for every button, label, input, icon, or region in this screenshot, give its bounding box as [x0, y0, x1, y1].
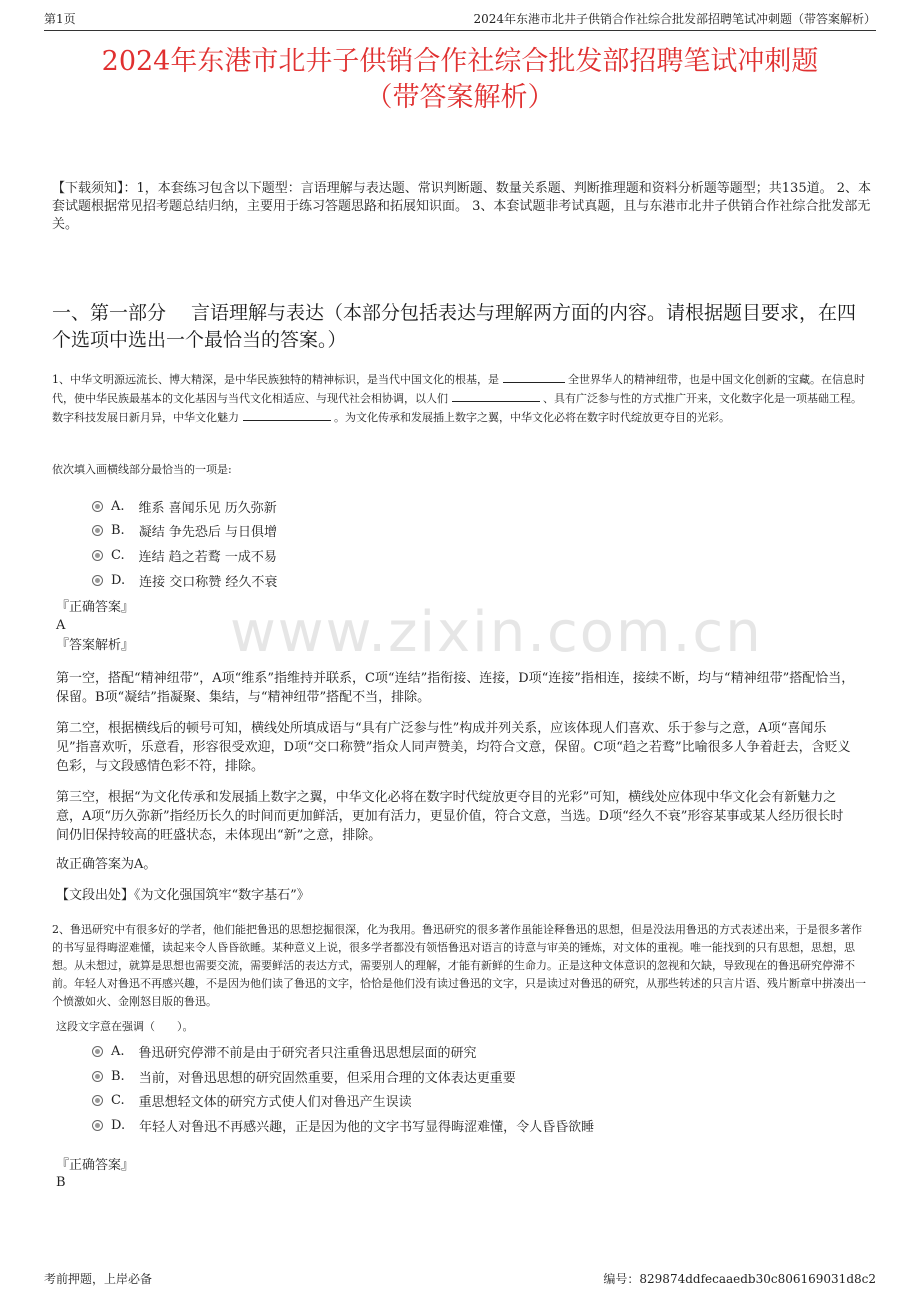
- q1-analysis-2: 第二空，根据横线后的顿号可知，横线处所填成语与“具有广泛参与性”构成并列关系，应该体现人们喜欢、乐于参与之意，A项“喜闻乐见”指喜欢听，乐意看，形容很受欢迎，D项“交口称赞”指众人同声赞美，均符合文意，保留。C项“趋之若鹜”比喻很多人争着赶去，含贬义色彩，与文段感情色彩不符，排除。: [56, 721, 851, 774]
- q1-analysis-3: 第三空，根据“为文化传承和发展插上数字之翼，中华文化必将在数字时代绽放更夺目的光彩”可知，横线处应体现中华文化会有新魅力之意，A项“历久弥新”指经历长久的时间而更加鲜活，更加有活力，更显价值，符合文意，当选。D项“经久不衰”形容某事或某人经历很长时间仍旧保持较高的旺盛状态，未体现出“新”之意，排除。: [56, 790, 844, 843]
- q1-blank-3: [243, 408, 331, 421]
- radio-icon[interactable]: [92, 1046, 103, 1057]
- radio-icon[interactable]: [92, 575, 103, 586]
- q1-text-3: 、具有广泛参与性的方式推广开来，文化数字化是一项基础工程。数字科技发展日新月异，中华文化魅力: [52, 392, 862, 424]
- footer-right: 编号：829874ddfecaaedb30c806169031d8c2: [603, 1272, 876, 1286]
- q1-blank-1: [503, 370, 565, 383]
- download-notice: 【下载须知】：1，本套练习包含以下题型：言语理解与表达题、常识判断题、数量关系题、判断推理题和资料分析题等题型；共135道。 2、本套试题根据常见招考题总结归纳，主要用于练习答题思路和拓展知识面。 3、本套试题非考试真题，且与东港市北井子供销合作社综合批发部无关。: [52, 181, 871, 232]
- q1-text-1: 1、中华文明源远流长、博大精深，是中华民族独特的精神标识，是当代中国文化的根基，是: [52, 373, 499, 386]
- page-header: [44, 10, 876, 31]
- q2-option-c[interactable]: C. 重思想轻文体的研究方式使人们对鲁迅产生误读: [92, 1091, 412, 1110]
- radio-icon[interactable]: [92, 1071, 103, 1082]
- q1-prompt: 依次填入画横线部分最恰当的一项是:: [52, 463, 232, 476]
- q1-blank-2: [452, 389, 540, 402]
- q2-answer-tag: 『正确答案』: [56, 1158, 135, 1173]
- radio-icon[interactable]: [92, 525, 103, 536]
- q1-passage: [52, 370, 872, 427]
- section-heading: 一、第一部分 言语理解与表达（本部分包括表达与理解两方面的内容。请根据题目要求，在四个选项中选出一个最恰当的答案。）: [52, 302, 857, 351]
- document-title: [40, 44, 880, 116]
- q1-answer: A: [56, 618, 66, 633]
- title-line-1: 2024年东港市北井子供销合作社综合批发部招聘笔试冲刺题: [101, 46, 819, 77]
- q2-answer: B: [56, 1175, 66, 1190]
- page-footer: [44, 1270, 876, 1287]
- q1-text-4: 。为文化传承和发展插上数字之翼，中华文化必将在数字时代绽放更夺目的光彩。: [334, 411, 730, 424]
- q1-option-c[interactable]: C. 连结 趋之若鹜 一成不易: [92, 546, 277, 565]
- q2-passage: 2、鲁迅研究中有很多好的学者，他们能把鲁迅的思想挖掘很深，化为我用。鲁迅研究的很多著作虽能诠释鲁迅的思想，但是没法用鲁迅的方式表述出来，于是很多著作的书写显得晦涩难懂，读起来令人昏昏欲睡。某种意义上说，很多学者都没有领悟鲁迅对语言的诗意与审美的锤炼，对文体的重视。唯一能找到的只有思想，思想，思想。从未想过，就算是思想也需要交流，需要鲜活的表达方式，需要别人的理解，才能有新鲜的生命力。正是这种文体意识的忽视和欠缺，导致现在的鲁迅研究停滞不前。年轻人对鲁迅不再感兴趣，不是因为他们读了鲁迅的文字，恰恰是他们没有读过鲁迅的文字，只是读过对鲁迅的研究，从那些转述的只言片语、残片断章中拼凑出一个愤激如火、金刚怒目版的鲁迅。: [52, 923, 866, 1008]
- q2-option-a[interactable]: A. 鲁迅研究停滞不前是由于研究者只注重鲁迅思想层面的研究: [92, 1042, 477, 1061]
- page-number: 第1页: [44, 12, 76, 26]
- q1-answer-tag: 『正确答案』: [56, 600, 135, 615]
- radio-icon[interactable]: [92, 501, 103, 512]
- q1-analysis-4: 故正确答案为A。: [56, 857, 157, 872]
- q1-option-d[interactable]: D. 连接 交口称赞 经久不衰: [92, 571, 277, 590]
- q1-option-a[interactable]: A. 维系 喜闻乐见 历久弥新: [92, 497, 277, 516]
- q1-option-b[interactable]: B. 凝结 争先恐后 与日俱增: [92, 521, 277, 540]
- q1-text-2: 全世界华人的精神纽带，也是中国文化创新的宝藏。在信息时代，使中华民族最基本的文化基因与当代文化相适应、与现代社会相协调，以人们: [52, 373, 865, 405]
- title-line-2: （带答案解析）: [365, 82, 555, 113]
- radio-icon[interactable]: [92, 1120, 103, 1131]
- q1-analysis-1: 第一空，搭配“精神纽带”，A项“维系”指维持并联系，C项“连结”指衔接、连接，D项“连接”指相连，接续不断，均与“精神纽带”搭配恰当，保留。B项“凝结”指凝聚、集结，与“精神纽带”搭配不当，排除。: [56, 671, 855, 705]
- watermark: www.zixin.com.cn: [230, 600, 763, 665]
- q1-analysis-tag: 『答案解析』: [56, 638, 135, 653]
- radio-icon[interactable]: [92, 550, 103, 561]
- radio-icon[interactable]: [92, 1095, 103, 1106]
- footer-left: 考前押题，上岸必备: [44, 1272, 153, 1286]
- header-doc-title: 2024年东港市北井子供销合作社综合批发部招聘笔试冲刺题（带答案解析）: [473, 12, 876, 26]
- q1-source: 【文段出处】《为文化强国筑牢“数字基石”》: [56, 888, 310, 903]
- q2-prompt: 这段文字意在强调（ ）。: [56, 1020, 194, 1033]
- q2-option-b[interactable]: B. 当前，对鲁迅思想的研究固然重要，但采用合理的文体表达更重要: [92, 1067, 516, 1086]
- q2-option-d[interactable]: D. 年轻人对鲁迅不再感兴趣，正是因为他的文字书写显得晦涩难懂，令人昏昏欲睡: [92, 1116, 594, 1135]
